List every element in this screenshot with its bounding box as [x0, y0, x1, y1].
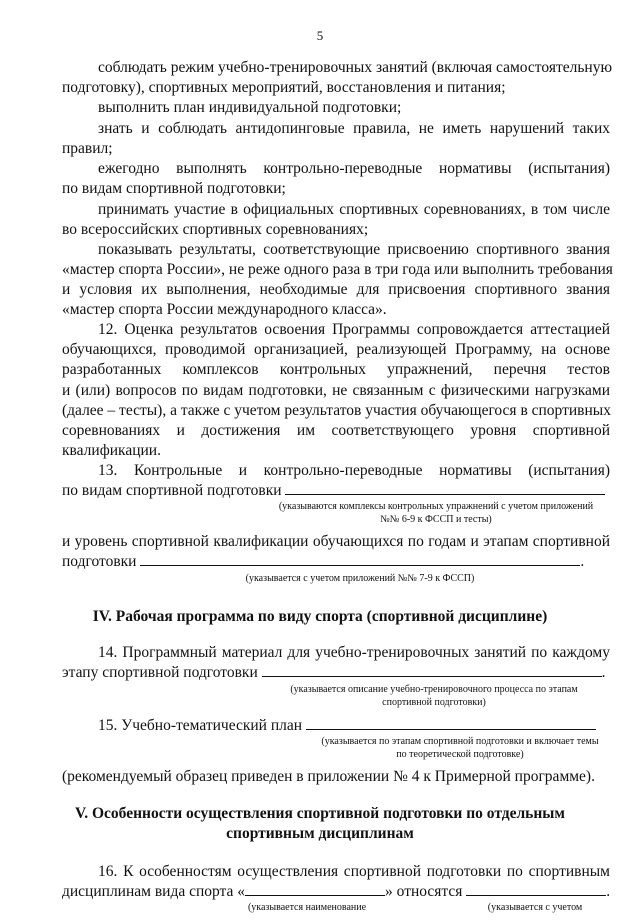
text-line: знать и соблюдать антидопинговые правила, не иметь нарушений таких: [98, 120, 610, 137]
caption-line: (указывается наименование: [247, 902, 367, 913]
caption-line: (указывается с учетом приложений №№ 7-9 к ФССП): [245, 573, 475, 584]
text-line: подготовку), спортивных мероприятий, восстановления и питания;: [62, 79, 506, 96]
caption-line: (указываются комплексы контрольных упражнений с учетом приложений: [278, 501, 594, 512]
text-line: «мастер спорта России международного класса».: [62, 301, 387, 318]
text-line: обучающихся, проводимой организацией, реализующей Программу, на основе: [62, 341, 610, 358]
period: .: [580, 553, 585, 570]
blank-field-sport-name: [245, 883, 385, 896]
text-line: соревнованиях и достижения им соответствующего уровня спортивной: [62, 422, 610, 439]
text-line: соблюдать режим учебно-тренировочных занятий (включая самостоятельную: [98, 59, 613, 76]
text-line: разработанных комплексов контрольных упражнений, перечня тестов: [62, 361, 610, 378]
text-fragment: 15. Учебно-тематический план: [98, 717, 303, 734]
page-number: 5: [316, 28, 324, 43]
caption-line: (указывается по этапам спортивной подготовки и включает темы: [321, 736, 599, 747]
text-line: 12. Оценка результатов освоения Программы сопровождается аттестацией: [98, 321, 610, 338]
text-line: и (или) вопросов по видам подготовки, не связанным с физическими нагрузками: [62, 382, 610, 399]
blank-field-features: [466, 883, 606, 896]
caption-line: (указывается описание учебно-тренировочного процесса по этапам: [290, 684, 578, 695]
text-line: ежегодно выполнять контрольно-переводные нормативы (испытания): [98, 160, 610, 177]
text-fragment: подготовки: [62, 553, 137, 570]
caption-line: по теоретической подготовке): [396, 749, 524, 760]
text-line: показывать результаты, соответствующие присвоению спортивного звания: [98, 241, 610, 258]
text-line: [62, 882, 610, 902]
text-line: и уровень спортивной квалификации обучающихся по годам и этапам спортивной: [62, 533, 610, 550]
text-line: [62, 481, 610, 501]
text-line: выполнить план индивидуальной подготовки;: [98, 99, 402, 116]
period: .: [601, 664, 606, 681]
blank-field-thematic-plan: [306, 717, 596, 730]
text-fragment: дисциплинам вида спорта «: [62, 883, 246, 900]
text-line: по видам спортивной подготовки;: [62, 180, 286, 197]
section-heading: V. Особенности осуществления спортивной подготовки по отдельным: [75, 805, 565, 822]
text-line: (рекомендуемый образец приведен в приложении № 4 к Примерной программе).: [62, 768, 595, 785]
blank-field-program-material: [262, 664, 602, 677]
caption-line: (указывается с учетом: [487, 902, 583, 913]
blank-field-qualification: [140, 553, 580, 566]
text-fragment: » относятся: [385, 883, 463, 900]
text-line: [98, 716, 610, 736]
caption-line: №№ 6-9 к ФССП и тесты): [380, 514, 492, 525]
text-line: принимать участие в официальных спортивных соревнованиях, в том числе: [98, 201, 610, 218]
text-line: [62, 663, 610, 683]
caption-line: спортивной подготовки): [382, 697, 486, 708]
period: .: [606, 883, 611, 900]
section-heading: спортивным дисциплинам: [226, 825, 414, 842]
text-line: 13. Контрольные и контрольно-переводные нормативы (испытания): [98, 462, 610, 479]
text-line: квалификации.: [62, 442, 161, 459]
text-line: во всероссийских спортивных соревнованиях;: [62, 221, 369, 238]
text-line: (далее – тесты), а также с учетом результатов участия обучающегося в спортивных: [62, 402, 611, 419]
blank-field-tests: [285, 482, 605, 495]
text-line: 14. Программный материал для учебно-тренировочных занятий по каждому: [98, 644, 610, 661]
section-heading: IV. Рабочая программа по виду спорта (спортивной дисциплине): [92, 608, 548, 625]
text-line: [62, 552, 610, 572]
text-line: «мастер спорта России», не реже одного раза в три года или выполнить требования: [62, 261, 613, 278]
text-line: 16. К особенностям осуществления спортивной подготовки по спортивным: [98, 863, 610, 880]
text-line: правил;: [62, 140, 113, 157]
text-fragment: по видам спортивной подготовки: [62, 482, 282, 499]
text-fragment: этапу спортивной подготовки: [62, 664, 258, 681]
text-line: и условия их выполнения, необходимые для присвоения спортивного звания: [62, 281, 610, 298]
